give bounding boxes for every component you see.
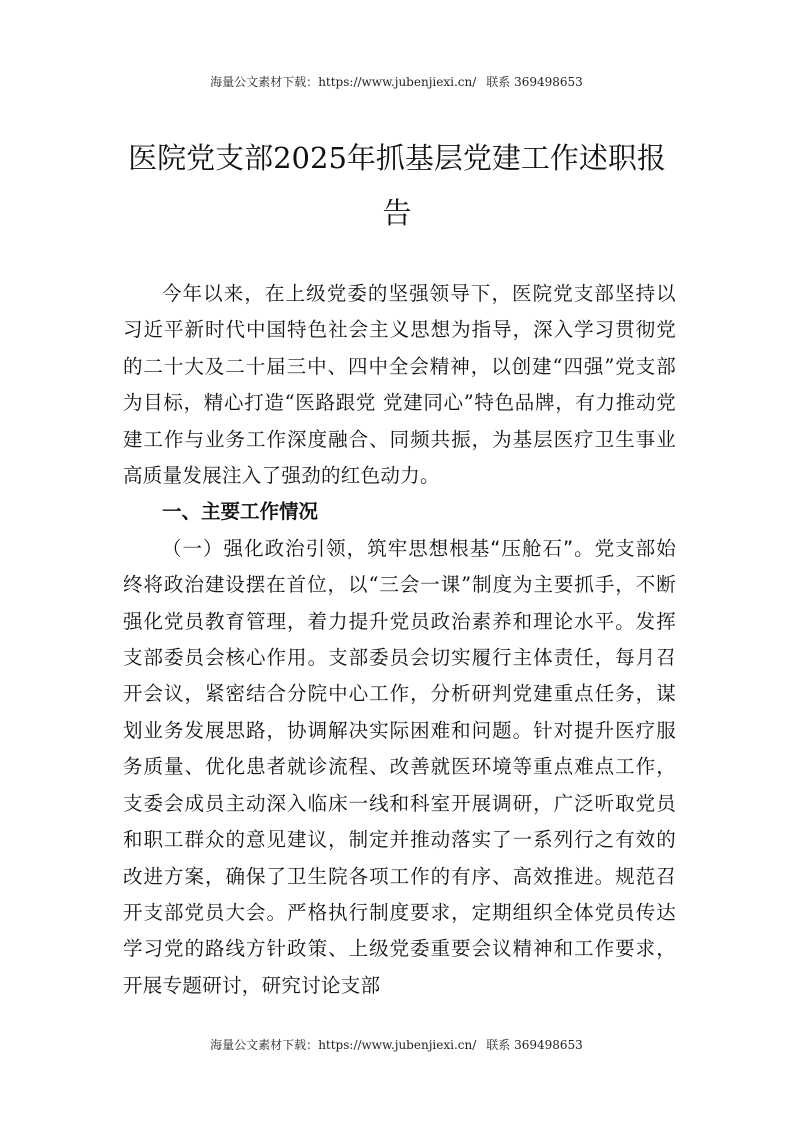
header-prefix: 海量公文素材下载： [210, 75, 319, 89]
page-footer [0, 1037, 793, 1053]
footer-contact: 联系 369498653 [486, 1038, 583, 1052]
intro-paragraph: 今年以来，在上级党委的坚强领导下，医院党支部坚持以习近平新时代中国特色社会主义思想为指导，深入学习贯彻党的二十大及二十届三中、四中全会精神，以创建“四强”党支部为目标，精心打造“医路跟党 党建同心”特色品牌，有力推动党建工作与业务工作深度融合、同频共振，为基层医疗卫生事业高质量发展注入了强劲的红色动力。 [123, 282, 676, 488]
page-header [0, 74, 793, 90]
document-title-line2: 告 [382, 196, 412, 230]
header-contact: 联系 369498653 [486, 75, 583, 89]
subsection-1-text: 党支部始终将政治建设摆在首位，以“三会一课”制度为主要抓手，不断强化党员教育管理，着力提升党员政治素养和理论水平。发挥支部委员会核心作用。支部委员会切实履行主体责任，每月召开会议，紧密结合分院中心工作，分析研判党建重点任务，谋划业务发展思路，协调解决实际困难和问题。针对提升医疗服务质量、优化患者就诊流程、改善就医环境等重点难点工作，支委会成员主动深入临床一线和科室开展调研，广泛听取党员和职工群众的意见建议，制定并推动落实了一系列行之有效的改进方案，确保了卫生院各项工作的有序、高效推进。规范召开支部党员大会。严格执行制度要求，定期组织全体党员传达学习党的路线方针政策、上级党委重要会议精神和工作要求，开展专题研讨，研究讨论支部 [123, 536, 676, 997]
document-title-line1: 医院党支部2025年抓基层党建工作述职报 [128, 141, 666, 175]
footer-url-link[interactable]: https://www.jubenjiexi.cn/ [318, 1038, 477, 1052]
header-url-link[interactable]: https://www.jubenjiexi.cn/ [318, 75, 477, 89]
subsection-1-heading: （一）强化政治引领，筑牢思想根基“压舱石”。 [162, 536, 595, 560]
subsection-1-paragraph [123, 531, 676, 1004]
section-heading-main-work: 一、主要工作情况 [162, 500, 319, 524]
footer-prefix: 海量公文素材下载： [210, 1038, 319, 1052]
document-body [123, 276, 676, 1004]
